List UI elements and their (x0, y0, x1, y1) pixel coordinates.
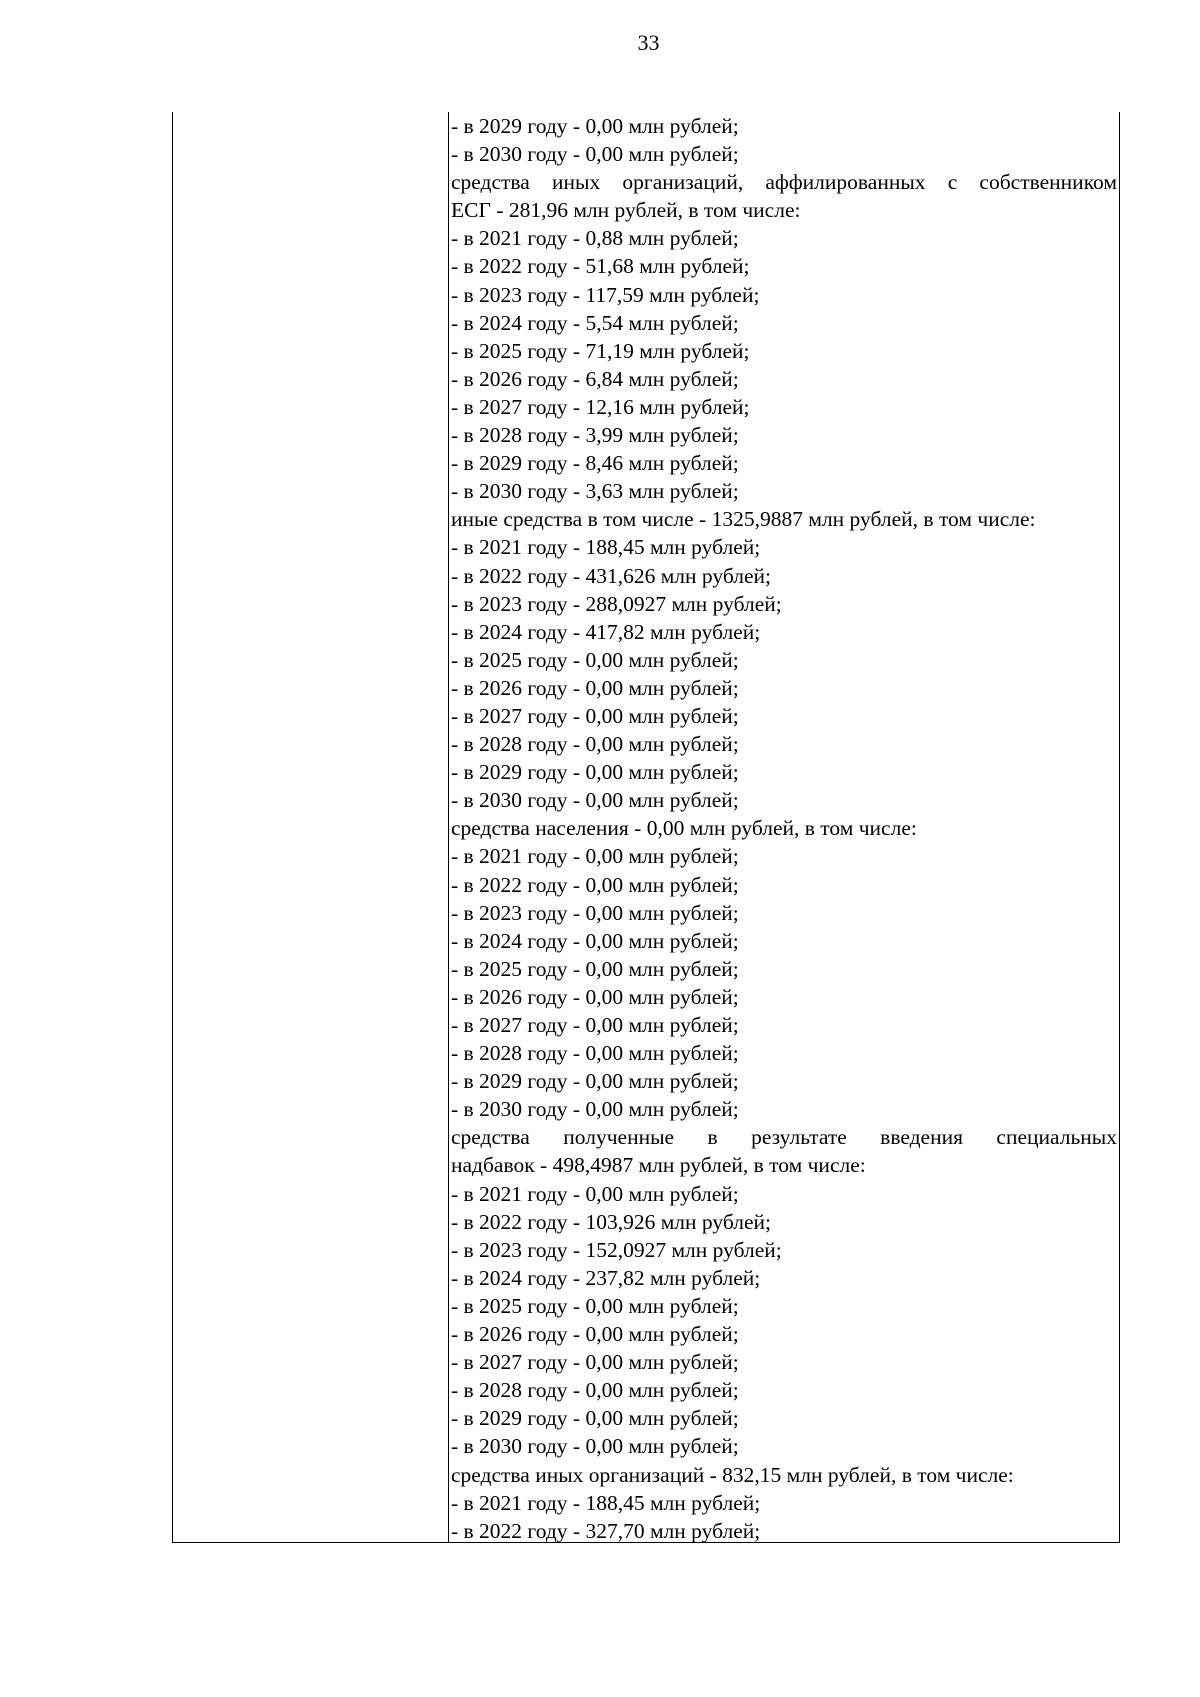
text-line: средства иных организаций, аффилированных с собственником (451, 170, 1117, 195)
text-line: средства населения - 0,00 млн рублей, в том числе: (451, 816, 917, 841)
text-line: - в 2021 году - 188,45 млн рублей; (451, 535, 761, 560)
text-line: - в 2029 году - 0,00 млн рублей; (451, 1406, 739, 1431)
text-line: - в 2028 году - 0,00 млн рублей; (451, 732, 739, 757)
page-number: 33 (637, 30, 660, 55)
text-line: - в 2025 году - 0,00 млн рублей; (451, 1293, 739, 1318)
text-line: - в 2025 году - 0,00 млн рублей; (451, 956, 739, 981)
text-line: - в 2024 году - 5,54 млн рублей; (451, 310, 739, 335)
table-right-column (449, 112, 1119, 1542)
text-line: - в 2028 году - 0,00 млн рублей; (451, 1041, 739, 1066)
text-line: - в 2022 году - 431,626 млн рублей; (451, 563, 772, 588)
text-line: - в 2024 году - 417,82 млн рублей; (451, 619, 761, 644)
text-line: - в 2028 году - 0,00 млн рублей; (451, 1378, 739, 1403)
text-line: - в 2022 году - 327,70 млн рублей; (451, 1518, 761, 1543)
text-line: - в 2030 году - 0,00 млн рублей; (451, 1097, 739, 1122)
text-line: - в 2021 году - 0,00 млн рублей; (451, 1181, 739, 1206)
financing-table (172, 112, 1120, 1543)
table-left-column (173, 112, 449, 1542)
text-line: - в 2027 году - 0,00 млн рублей; (451, 703, 739, 728)
text-line: - в 2025 году - 71,19 млн рублей; (451, 338, 750, 363)
text-line: - в 2029 году - 8,46 млн рублей; (451, 451, 739, 476)
text-line: иные средства в том числе - 1325,9887 млн рублей, в том числе: (451, 507, 1036, 532)
text-line: - в 2027 году - 12,16 млн рублей; (451, 394, 750, 419)
text-line: - в 2029 году - 0,00 млн рублей; (451, 760, 739, 785)
text-line: - в 2024 году - 0,00 млн рублей; (451, 928, 739, 953)
text-line: - в 2024 году - 237,82 млн рублей; (451, 1265, 761, 1290)
text-line: - в 2029 году - 0,00 млн рублей; (451, 1069, 739, 1094)
text-line: - в 2021 году - 188,45 млн рублей; (451, 1490, 761, 1515)
text-line: - в 2021 году - 0,88 млн рублей; (451, 226, 739, 251)
text-line: - в 2026 году - 0,00 млн рублей; (451, 984, 739, 1009)
text-line: - в 2028 году - 3,99 млн рублей; (451, 423, 739, 448)
text-line: - в 2030 году - 0,00 млн рублей; (451, 1434, 739, 1459)
text-line: - в 2030 году - 3,63 млн рублей; (451, 479, 739, 504)
text-line: - в 2022 году - 0,00 млн рублей; (451, 872, 739, 897)
text-line: - в 2025 году - 0,00 млн рублей; (451, 647, 739, 672)
text-line: - в 2029 году - 0,00 млн рублей; (451, 114, 739, 138)
text-line: - в 2021 году - 0,00 млн рублей; (451, 844, 739, 869)
text-line: - в 2023 году - 0,00 млн рублей; (451, 900, 739, 925)
text-line: - в 2030 году - 0,00 млн рублей; (451, 142, 739, 167)
text-line: - в 2027 году - 0,00 млн рублей; (451, 1350, 739, 1375)
text-line: - в 2023 году - 117,59 млн рублей; (451, 282, 760, 307)
text-line: - в 2026 году - 6,84 млн рублей; (451, 366, 739, 391)
text-line: - в 2022 году - 51,68 млн рублей; (451, 254, 750, 279)
text-line: - в 2026 году - 0,00 млн рублей; (451, 675, 739, 700)
text-line: ЕСГ - 281,96 млн рублей, в том числе: (451, 198, 801, 223)
text-line: средства полученные в результате введения специальных (451, 1125, 1117, 1150)
text-line: надбавок - 498,4987 млн рублей, в том числе: (451, 1153, 866, 1178)
text-line: - в 2022 году - 103,926 млн рублей; (451, 1209, 772, 1234)
text-line: - в 2023 году - 288,0927 млн рублей; (451, 591, 782, 616)
text-line: средства иных организаций - 832,15 млн рублей, в том числе: (451, 1462, 1014, 1487)
text-line: - в 2023 году - 152,0927 млн рублей; (451, 1237, 782, 1262)
text-line: - в 2027 году - 0,00 млн рублей; (451, 1013, 739, 1037)
text-line: - в 2030 году - 0,00 млн рублей; (451, 788, 739, 813)
text-line: - в 2026 году - 0,00 млн рублей; (451, 1322, 739, 1347)
